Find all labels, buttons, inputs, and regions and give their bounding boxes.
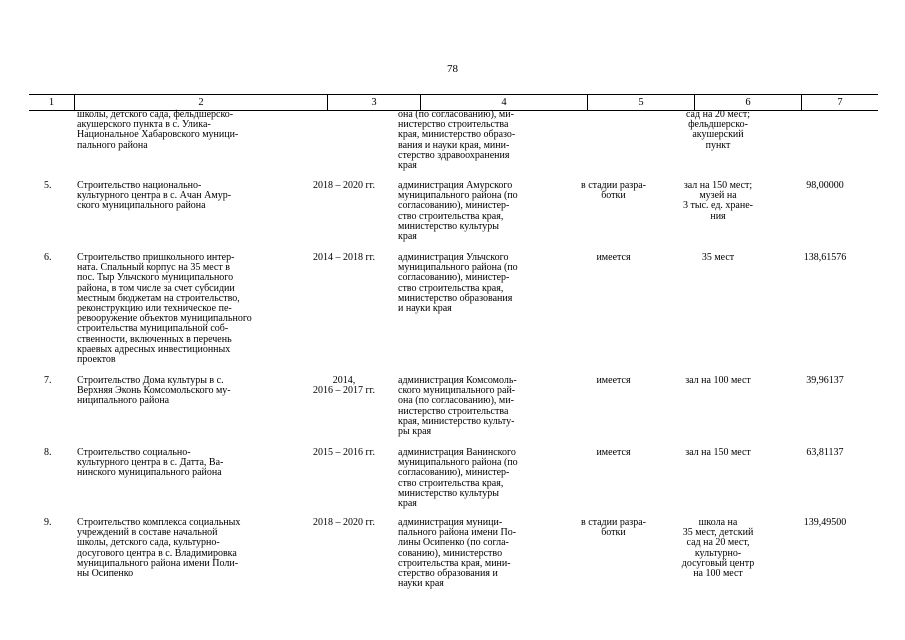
row-number: 6. — [44, 252, 52, 263]
row-responsible: администрация Амурского муниципального района (по согласованию), министер- ство строительства края, министерство культуры края — [398, 180, 518, 243]
row-name: Строительство Дома культуры в с. Верхняя Эконь Комсомольского му- ниципального района — [77, 375, 231, 407]
row-capacity: 35 мест — [701, 252, 735, 263]
header-cell-3: 3 — [327, 95, 420, 110]
row-period: 2014, 2016 – 2017 гг. — [312, 375, 376, 397]
row-period: 2018 – 2020 гг. — [312, 180, 376, 191]
row-name: Строительство национально- культурного центра в с. Ачан Амур- ского муниципального района — [77, 180, 232, 212]
row-capacity: зал на 150 мест; музей на 3 тыс. ед. хране- ния — [683, 180, 753, 222]
row-capacity: сад на 20 мест; фельдшерско- акушерский пункт — [686, 109, 750, 151]
row-docs: в стадии разра- ботки — [580, 180, 647, 202]
header-cell-5: 5 — [587, 95, 694, 110]
row-period: 2018 – 2020 гг. — [312, 517, 376, 528]
row-capacity: зал на 100 мест — [685, 375, 751, 386]
row-capacity: школа на 35 мест, детский сад на 20 мест, культурно- досуговый центр на 100 мест — [681, 517, 755, 580]
row-capacity: зал на 150 мест — [685, 447, 751, 458]
header-cell-7: 7 — [801, 95, 878, 110]
row-number: 8. — [44, 447, 52, 458]
row-responsible: администрация Ульчского муниципального района (по согласованию), министер- ство строительства края, министерство образования и науки края — [398, 252, 518, 315]
row-number: 9. — [44, 517, 52, 528]
row-responsible: она (по согласованию), ми- нистерство строительства края, министерство образо- вания и науки края, мини- стерство здравоохранения края — [398, 109, 516, 172]
header-cell-4: 4 — [420, 95, 587, 110]
row-docs: имеется — [596, 375, 631, 386]
row-amount: 138,61576 — [803, 252, 847, 263]
row-name: школы, детского сада, фельдшерско- акушерского пункта в с. Улика- Национальное Хабаровского муници- пального района — [77, 109, 239, 151]
header-cell-1: 1 — [48, 97, 55, 108]
page-number: 78 — [447, 63, 458, 75]
row-number: 5. — [44, 180, 52, 191]
row-responsible: администрация Комсомоль- ского муниципального рай- она (по согласованию), ми- нистерство строительства края, министерство культу- ры края — [398, 375, 517, 438]
row-docs: имеется — [596, 447, 631, 458]
header-cell-6: 6 — [694, 95, 801, 110]
row-number: 7. — [44, 375, 52, 386]
row-amount: 63,81137 — [806, 447, 844, 458]
row-responsible: администрация Ванинского муниципального района (по согласованию), министер- ство строительства края, министерство культуры края — [398, 447, 518, 510]
row-responsible: администрация муници- пального района имени По- лины Осипенко (по согла- сованию), министерство строительства края, мини- стерство образования и науки края — [398, 517, 517, 590]
row-docs: в стадии разра- ботки — [580, 517, 647, 539]
row-name: Строительство комплекса социальных учреждений в составе начальной школы, детского сада, культурно- досугового центра в с. Владимировка муниципального района имени Поли- ны Осипенко — [77, 517, 241, 580]
header-cell-2: 2 — [74, 95, 327, 110]
row-docs: имеется — [596, 252, 631, 263]
row-amount: 39,96137 — [806, 375, 844, 386]
row-amount: 139,49500 — [803, 517, 847, 528]
row-name: Строительство пришкольного интер- ната. Спальный корпус на 35 мест в пос. Тыр Ульчского муниципального района, в том числе за счет субсидии местным бюджетам на строительство, реконструкцию или техническое пе- ревооружение объектов муниципального строительства муниципальной соб- ственности, включенных в перечень краевых адресных инвестиционных проектов — [77, 252, 252, 366]
row-name: Строительство социально- культурного центра в с. Датта, Ва- нинского муниципального района — [77, 447, 224, 479]
row-period: 2015 – 2016 гг. — [312, 447, 376, 458]
row-period: 2014 – 2018 гг. — [312, 252, 376, 263]
row-amount: 98,00000 — [806, 180, 844, 191]
